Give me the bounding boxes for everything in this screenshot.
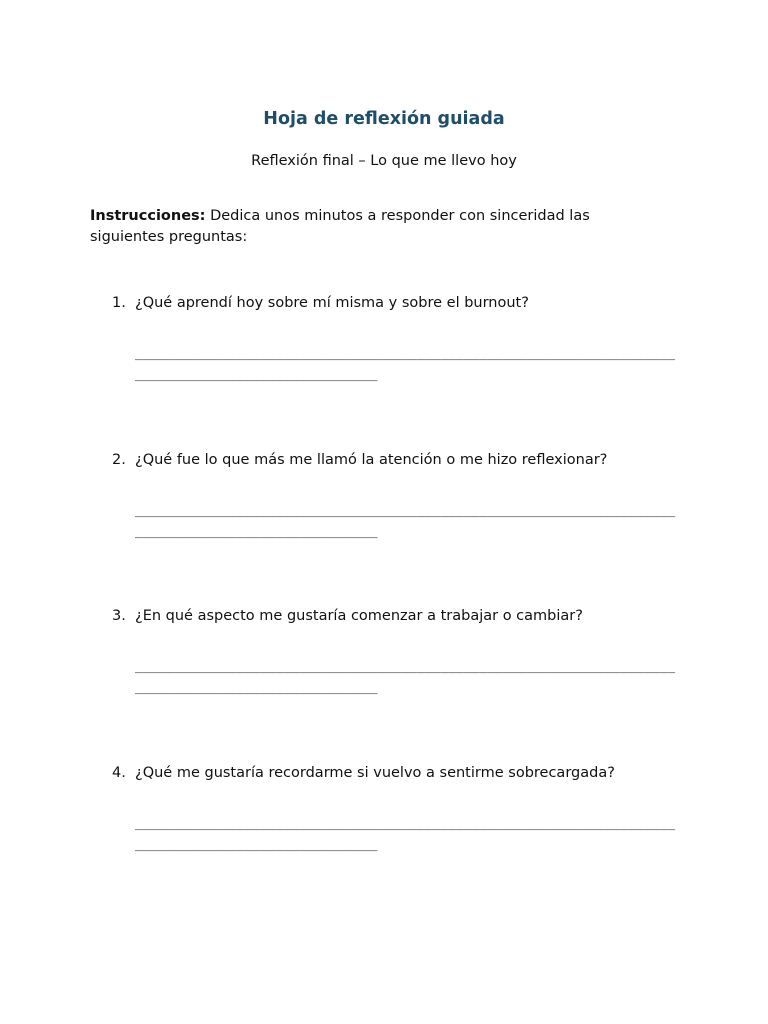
instructions-text: Dedica unos minutos a responder con sinceridad las siguientes preguntas:	[90, 208, 590, 245]
answer-lines[interactable]: ____________________________________________________________________________________________________	[135, 503, 676, 539]
page-title: Hoja de reflexión guiada	[263, 109, 505, 129]
instructions-label: Instrucciones:	[90, 208, 206, 224]
question-number: 3.	[112, 608, 126, 624]
question-text: ¿Qué aprendí hoy sobre mí misma y sobre el burnout?	[135, 295, 529, 311]
question-number: 1.	[112, 295, 126, 311]
answer-lines[interactable]: ____________________________________________________________________________________________________	[135, 346, 676, 382]
page-subtitle: Reflexión final – Lo que me llevo hoy	[251, 153, 517, 169]
question-text: ¿En qué aspecto me gustaría comenzar a trabajar o cambiar?	[135, 608, 583, 624]
answer-lines[interactable]: ____________________________________________________________________________________________________	[135, 816, 676, 852]
question-2	[112, 450, 712, 542]
answer-lines[interactable]: ____________________________________________________________________________________________________	[135, 659, 676, 695]
question-4	[112, 763, 712, 855]
question-1	[112, 293, 712, 385]
instructions	[90, 206, 650, 248]
question-text: ¿Qué me gustaría recordarme si vuelvo a sentirme sobrecargada?	[135, 765, 615, 781]
question-number: 2.	[112, 452, 126, 468]
question-3	[112, 606, 712, 698]
question-text: ¿Qué fue lo que más me llamó la atención o me hizo reflexionar?	[135, 452, 608, 468]
question-number: 4.	[112, 765, 126, 781]
